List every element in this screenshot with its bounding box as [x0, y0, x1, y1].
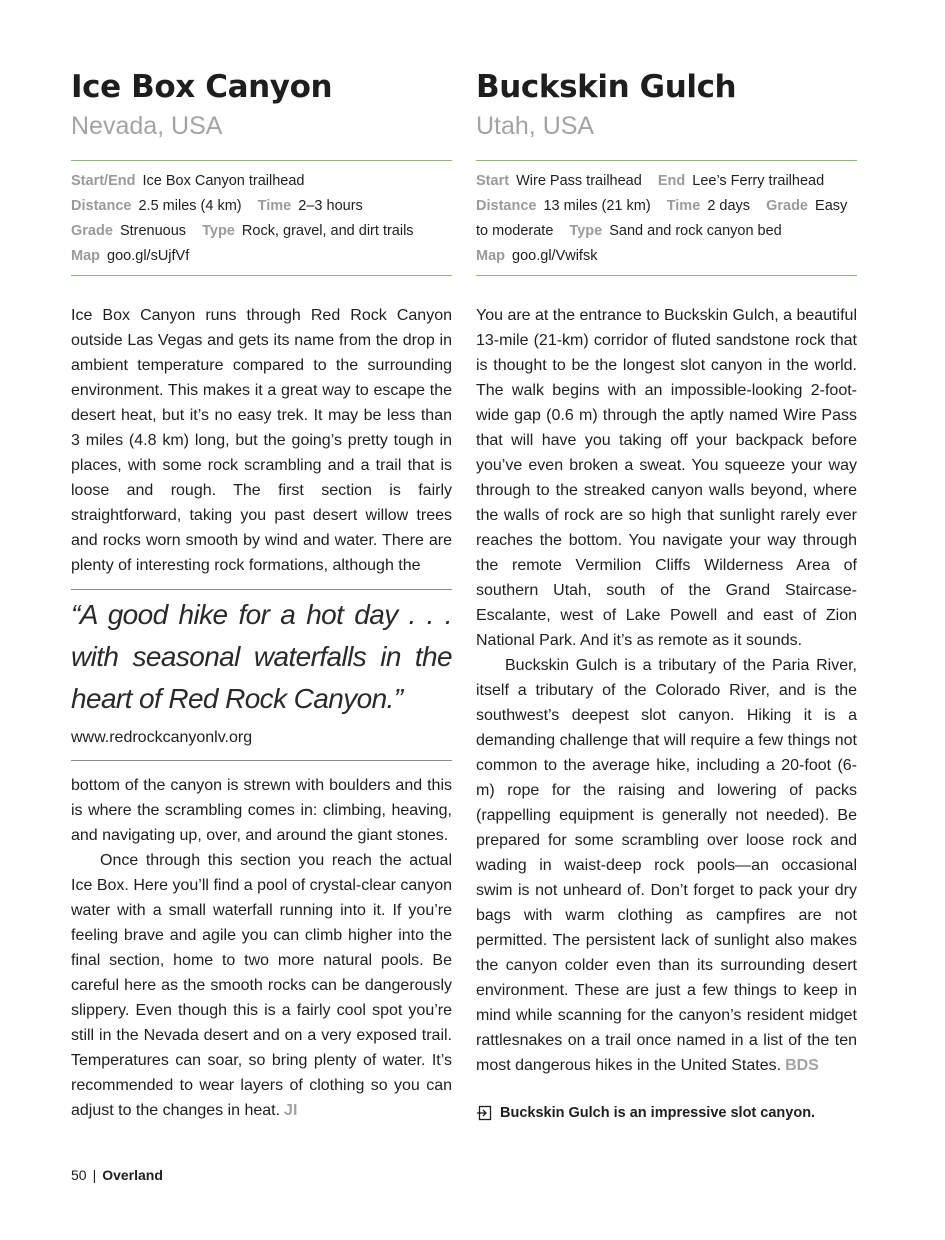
trail-title: Buckskin Gulch [476, 69, 737, 105]
end-label: End [657, 173, 686, 189]
page-number: 50 [71, 1167, 87, 1183]
start-value: Wire Pass trailhead [516, 173, 642, 189]
map-link[interactable]: goo.gl/sUjfVf [107, 248, 190, 264]
time-label: Time [257, 198, 292, 214]
distance-label: Distance [476, 198, 537, 214]
paragraph: You are at the entrance to Buckskin Gulch, a beautiful 13-mile (21-km) corridor of fluted sandstone rock that is thought to be the longest slot canyon in the world. The walk begins with an impossible-looking 2-foot-wide gap (0.6 m) through the aptly named Wire Pass that will have you taking off your backpack before you’ve even broken a sweat. You squeeze your way through to the streaked canyon walls beyond, where the walls of rock are so high that sunlight rarely ever reaches the bottom. You navigate your way through the remote Vermilion Cliffs Wilderness Area of southern Utah, south of the Grand Staircase-Escalante, west of Lake Powell and east of Zion National Park. And it’s as remote as it sounds. [476, 307, 857, 649]
caption-text: Buckskin Gulch is an impressive slot canyon. [500, 1105, 816, 1121]
grade-value: Easy to moderate [476, 198, 848, 239]
divider [71, 275, 452, 276]
paragraph-text: Once through this section you reach the actual Ice Box. Here you’ll find a pool of crystal-clear canyon water with a small waterfall running into it. If you’re feeling brave and agile you can climb higher into the final section, home to two more natural pools. Be careful here as the smooth rocks can be dangerously slippery. Even though this is a fairly cool spot you’re still in the Nevada desert and on a very exposed trail. Temperatures can soar, so bring plenty of water. It’s recommended to wear layers of clothing so you can adjust to the changes in heat. [71, 852, 452, 1119]
quote-source: www.redrockcanyonlv.org [71, 729, 253, 746]
paragraph-text: Buckskin Gulch is a tributary of the Paria River, itself a tributary of the Colorado River, and is the southwest’s deepest slot canyon. Hiking it is a demanding challenge that will require a few things not common to the average hike, including a 20-foot (6-m) rope for the raising and lowering of packs (rappelling equipment is generally not needed). Be prepared for some scrambling over loose rock and wading in waist-deep rock pools—an occasional swim is not unheard of. Don’t forget to pack your dry bags with warm clothing as campfires are not permitted. The persistent lack of sunlight also makes the canyon colder even than its surrounding desert environment. These are just a few things to keep in mind while scanning for the canyon’s resident midget rattlesnakes on a trail once named in a list of the ten most dangerous hikes in the United States. [476, 657, 857, 1074]
paragraph [71, 848, 452, 1123]
trail-info [71, 161, 452, 275]
trail-location: Utah, USA [476, 112, 595, 140]
paragraph: bottom of the canyon is strewn with boulders and this is where the scrambling comes in: climbing, heaving, and navigating up, over, and around the giant stones. [71, 777, 452, 844]
page-footer [71, 1167, 163, 1183]
buckskin-gulch-column [476, 66, 857, 1121]
distance-label: Distance [71, 198, 132, 214]
grade-label: Grade [766, 198, 808, 214]
trail-info [476, 161, 857, 275]
start-end-label: Start/End [71, 173, 136, 189]
map-link[interactable]: goo.gl/Vwifsk [512, 248, 598, 264]
map-label: Map [476, 248, 505, 264]
section-name: Overland [102, 1167, 163, 1183]
time-value: 2–3 hours [298, 198, 363, 214]
type-value: Rock, gravel, and dirt trails [241, 223, 414, 239]
distance-value: 2.5 miles (4 km) [138, 198, 242, 214]
author-initials: JI [284, 1102, 298, 1119]
footer-divider: | [92, 1167, 97, 1183]
paragraph: Ice Box Canyon runs through Red Rock Canyon outside Las Vegas and gets its name from the drop in ambient temperature compared to the surrounding environment. This makes it a great way to escape the desert heat, but it’s no easy trek. It may be less than 3 miles (4.8 km) long, but the going’s pretty tough in places, with some rock scrambling and a trail that is loose and rough. The first section is fairly straightforward, taking you past desert willow trees and rocks worn smooth by wind and water. There are plenty of interesting rock formations, although the [71, 307, 452, 574]
start-label: Start [476, 173, 510, 189]
ice-box-canyon-column [71, 66, 452, 1123]
type-value: Sand and rock canyon bed [609, 223, 782, 239]
arrow-in-box-icon [476, 1105, 492, 1121]
time-label: Time [666, 198, 701, 214]
trail-title: Ice Box Canyon [71, 69, 333, 105]
quote-text: “A good hike for a hot day . . . with seasonal waterfalls in the heart of Red Rock Canyon.” [71, 599, 452, 714]
type-label: Type [202, 223, 235, 239]
divider [476, 275, 857, 276]
start-end-value: Ice Box Canyon trailhead [142, 173, 305, 189]
grade-label: Grade [71, 223, 113, 239]
type-label: Type [569, 223, 603, 239]
distance-value: 13 miles (21 km) [543, 198, 651, 214]
paragraph [476, 653, 857, 1078]
photo-caption [476, 1105, 857, 1121]
author-initials: BDS [785, 1057, 819, 1074]
trail-location: Nevada, USA [71, 112, 223, 140]
pull-quote [71, 589, 452, 761]
article-body [476, 303, 857, 1078]
map-label: Map [71, 248, 100, 264]
end-value: Lee’s Ferry trailhead [692, 173, 825, 189]
time-value: 2 days [707, 198, 751, 214]
article-body [71, 303, 452, 1123]
grade-value: Strenuous [119, 223, 187, 239]
